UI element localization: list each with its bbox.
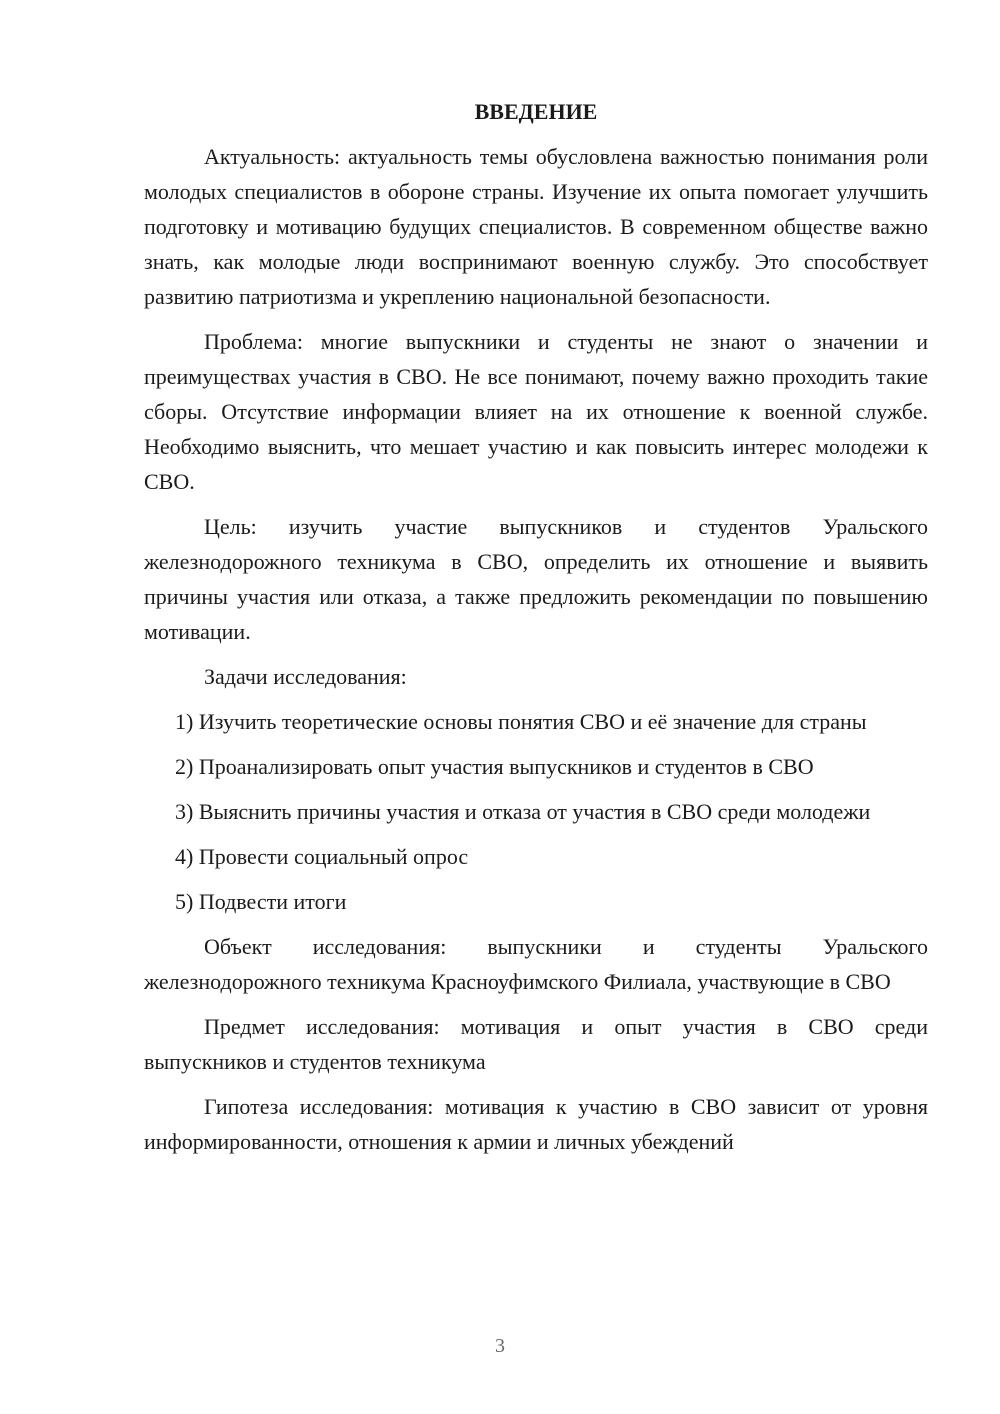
task-item-3: 3) Выяснить причины участия и отказа от участия в СВО среди молодежи — [175, 799, 871, 824]
page-content — [144, 94, 928, 1169]
paragraph-subject: Предмет исследования: мотивация и опыт участия в СВО среди выпускников и студентов техникума — [144, 1014, 928, 1074]
page-number: 3 — [495, 1335, 505, 1357]
task-item-2: 2) Проанализировать опыт участия выпускников и студентов в СВО — [175, 754, 814, 779]
task-item-4: 4) Провести социальный опрос — [175, 844, 469, 869]
paragraph-object: Объект исследования: выпускники и студенты Уральского железнодорожного техникума Красноуфимского Филиала, участвующие в СВО — [144, 934, 928, 994]
paragraph-relevance: Актуальность: актуальность темы обусловлена важностью понимания роли молодых специалистов в обороне страны. Изучение их опыта помогает улучшить подготовку и мотивацию будущих специалистов. В современном обществе важно знать, как молодые люди воспринимают военную службу. Это способствует развитию патриотизма и укреплению национальной безопасности. — [144, 144, 928, 309]
paragraph-goal: Цель: изучить участие выпускников и студентов Уральского железнодорожного техникума в СВО, определить их отношение и выявить причины участия или отказа, а также предложить рекомендации по повышению мотивации. — [144, 514, 928, 644]
section-title: ВВЕДЕНИЕ — [474, 99, 598, 124]
paragraph-tasks-heading: Задачи исследования: — [204, 664, 407, 689]
paragraph-problem: Проблема: многие выпускники и студенты не знают о значении и преимуществах участия в СВО. Не все понимают, почему важно проходить такие сборы. Отсутствие информации влияет на их отношение к военной службе. Необходимо выяснить, что мешает участию и как повысить интерес молодежи к СВО. — [144, 329, 928, 494]
task-item-5: 5) Подвести итоги — [175, 889, 347, 914]
paragraph-hypothesis: Гипотеза исследования: мотивация к участию в СВО зависит от уровня информированности, отношения к армии и личных убеждений — [144, 1094, 928, 1154]
task-item-1: 1) Изучить теоретические основы понятия СВО и её значение для страны — [175, 709, 867, 734]
